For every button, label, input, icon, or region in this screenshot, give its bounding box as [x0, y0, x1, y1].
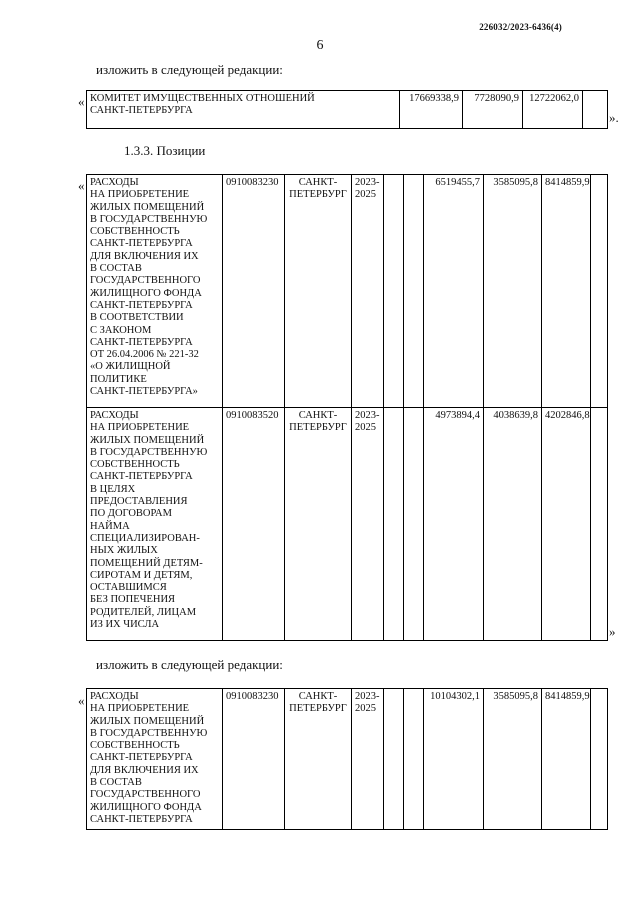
value-cell-2: 7728090,9: [463, 91, 523, 129]
empty-cell: [583, 91, 608, 129]
value-cell-3: 8414859,9: [542, 175, 591, 408]
value-cell-3: 4202846,8: [542, 408, 591, 641]
empty-cell: [404, 408, 424, 641]
value-cell-3: 12722062,0: [523, 91, 583, 129]
years-cell: 2023- 2025: [352, 408, 384, 641]
empty-cell: [591, 175, 608, 408]
empty-cell: [384, 408, 404, 641]
region-cell: САНКТ- ПЕТЕРБУРГ: [285, 175, 352, 408]
empty-cell: [384, 689, 404, 830]
section1-table: [86, 90, 608, 129]
code-cell: 0910083230: [223, 175, 285, 408]
empty-cell: [404, 689, 424, 830]
region-cell: САНКТ- ПЕТЕРБУРГ: [285, 408, 352, 641]
section2-open-quote: «: [78, 178, 85, 193]
value-cell-1: 10104302,1: [424, 689, 484, 830]
section2-heading: 1.3.3. Позиции: [124, 143, 206, 158]
value-cell-1: 17669338,9: [400, 91, 463, 129]
region-cell: САНКТ- ПЕТЕРБУРГ: [285, 689, 352, 830]
code-cell: 0910083230: [223, 689, 285, 830]
row-name: КОМИТЕТ ИМУЩЕСТВЕННЫХ ОТНОШЕНИЙ САНКТ-ПЕТЕРБУРГА: [87, 91, 400, 129]
row-name: РАСХОДЫ НА ПРИОБРЕТЕНИЕ ЖИЛЫХ ПОМЕЩЕНИЙ В ГОСУДАРСТВЕННУЮ СОБСТВЕННОСТЬ САНКТ-ПЕТЕРБУРГА ДЛЯ ВКЛЮЧЕНИЯ ИХ В СОСТАВ ГОСУДАРСТВЕННОГО ЖИЛИЩНОГО ФОНДА САНКТ-ПЕТЕРБУРГА: [87, 689, 223, 830]
value-cell-2: 3585095,8: [484, 175, 542, 408]
value-cell-1: 6519455,7: [424, 175, 484, 408]
empty-cell: [591, 689, 608, 830]
table-row: [87, 408, 608, 641]
value-cell-3: 8414859,9: [542, 689, 591, 830]
table-row: [87, 689, 608, 830]
row-name: РАСХОДЫ НА ПРИОБРЕТЕНИЕ ЖИЛЫХ ПОМЕЩЕНИЙ В ГОСУДАРСТВЕННУЮ СОБСТВЕННОСТЬ САНКТ-ПЕТЕРБУРГА В ЦЕЛЯХ ПРЕДОСТАВЛЕНИЯ ПО ДОГОВОРАМ НАЙМА СПЕЦИАЛИЗИРОВАН- НЫХ ЖИЛЫХ ПОМЕЩЕНИЙ ДЕТЯМ- СИРОТАМ И ДЕТЯМ, ОСТАВШИМСЯ БЕЗ ПОПЕЧЕНИЯ РОДИТЕЛЕЙ, ЛИЦАМ ИЗ ИХ ЧИСЛА: [87, 408, 223, 641]
value-cell-2: 4038639,8: [484, 408, 542, 641]
empty-cell: [404, 175, 424, 408]
section1-close-quote: ».: [609, 110, 619, 125]
years-cell: 2023- 2025: [352, 175, 384, 408]
empty-cell: [384, 175, 404, 408]
document-id: 226032/2023-6436(4): [479, 22, 562, 32]
value-cell-1: 4973894,4: [424, 408, 484, 641]
empty-cell: [591, 408, 608, 641]
section2-table: [86, 174, 608, 641]
section2-close-quote: »: [609, 624, 616, 639]
section3-open-quote: «: [78, 693, 85, 708]
code-cell: 0910083520: [223, 408, 285, 641]
page-number: 6: [316, 38, 324, 53]
table-row: [87, 175, 608, 408]
years-cell: 2023- 2025: [352, 689, 384, 830]
section3-intro: изложить в следующей редакции:: [96, 657, 283, 672]
table-row: [87, 91, 608, 129]
row-name: РАСХОДЫ НА ПРИОБРЕТЕНИЕ ЖИЛЫХ ПОМЕЩЕНИЙ В ГОСУДАРСТВЕННУЮ СОБСТВЕННОСТЬ САНКТ-ПЕТЕРБУРГА ДЛЯ ВКЛЮЧЕНИЯ ИХ В СОСТАВ ГОСУДАРСТВЕННОГО ЖИЛИЩНОГО ФОНДА САНКТ-ПЕТЕРБУРГА В СООТВЕТСТВИИ С ЗАКОНОМ САНКТ-ПЕТЕРБУРГА ОТ 26.04.2006 № 221-32 «О ЖИЛИЩНОЙ ПОЛИТИКЕ САНКТ-ПЕТЕРБУРГА»: [87, 175, 223, 408]
section1-intro: изложить в следующей редакции:: [96, 62, 283, 77]
section3-table: [86, 688, 608, 830]
section1-open-quote: «: [78, 94, 85, 109]
value-cell-2: 3585095,8: [484, 689, 542, 830]
